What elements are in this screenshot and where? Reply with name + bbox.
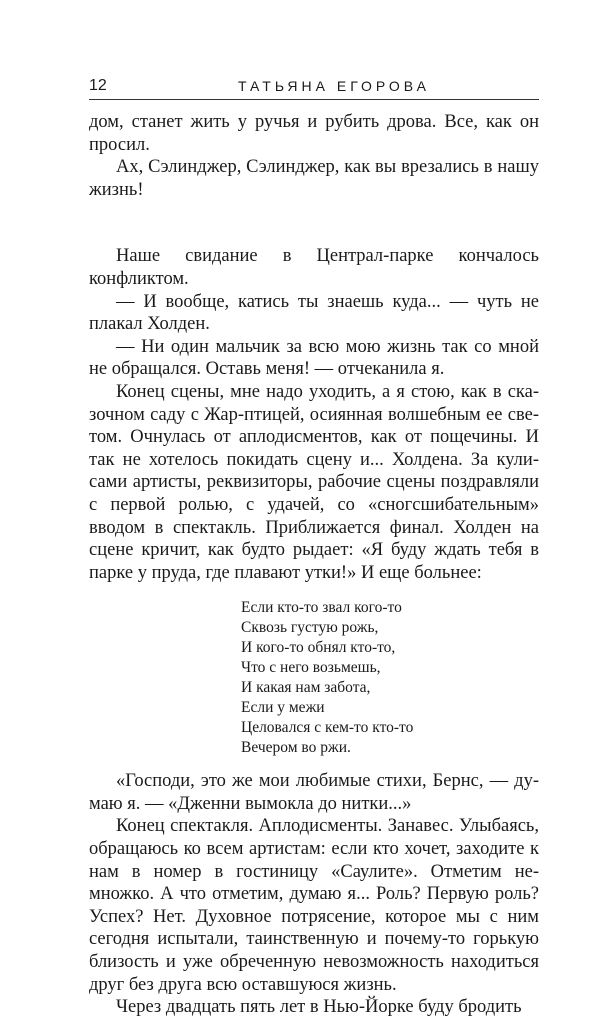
paragraph: Конец спектакля. Аплодисменты. Занавес. Улыбаясь, обращаюсь ко всем артистам: если кто хочет, заходите к нам в номер в гостиницу «Саулите». Отметим немножко. А что отметим, думаю я... Роль? Первую роль? Успех? Нет. Духовное потрясение, которое мы с ним сегодня испытали, таинственную и почему-то горькую близость и уже обреченную невозможность находиться друг без друга всю оставшуюся жизнь. [89, 816, 539, 995]
body-text [89, 111, 539, 1019]
header-rule [89, 99, 539, 100]
poem-line: Целовался с кем-то кто-то [241, 719, 414, 737]
paragraph: Через двадцать пять лет в Нью-Йорке буду бродить [116, 997, 522, 1018]
paragraph: дом, станет жить у ручья и рубить дрова. Все, как он просил. [89, 112, 539, 155]
paragraph: Конец сцены, мне надо уходить, а я стою, как в сказочном саду с Жар-птицей, осиянная волшебным ее светом. Очнулась от аплодисментов, как от пощечины. И так не хотелось покидать сцену и... Холдена. За кулисами артисты, реквизиторы, рабочие сцены поздравляли с первой ролью, с удачей, со «сногсшибательным» вводом в спектакль. Приближается финал. Холден на сцене кричит, как будто рыдает: «Я буду ждать тебя в парке у пруда, где плавают утки!» И еще больнее: [89, 381, 539, 583]
poem-line: Сквозь густую рожь, [241, 619, 379, 637]
paragraph: Наше свидание в Централ-парке кончалось конфликтом. [89, 246, 539, 289]
paragraph: Ах, Сэлинджер, Сэлинджер, как вы врезались в нашу жизнь! [89, 157, 539, 200]
paragraph: «Господи, это же мои любимые стихи, Бернс, — думаю я. — «Дженни вымокла до нитки...» [89, 771, 539, 814]
poem-line: Что с него возьмешь, [241, 659, 381, 677]
page-header [89, 76, 539, 98]
poem-line: Если у межи [241, 699, 325, 717]
poem-line: Вечером во ржи. [241, 739, 351, 757]
dialogue-line: — Ни один мальчик за всю мою жизнь так со мной не обращался. Оставь меня! — отчеканила я. [89, 336, 539, 380]
page-number: 12 [89, 77, 107, 94]
poem [241, 598, 539, 758]
dialogue-line: — И вообще, катись ты знаешь куда... — чуть не плакал Холден. [89, 291, 539, 335]
section-break [89, 201, 539, 245]
poem-line: Если кто-то звал кого-то [241, 599, 402, 617]
poem-line: И кого-то обнял кто-то, [241, 639, 396, 657]
poem-line: И какая нам забота, [241, 679, 371, 697]
running-title: ТАТЬЯНА ЕГОРОВА [237, 78, 431, 94]
